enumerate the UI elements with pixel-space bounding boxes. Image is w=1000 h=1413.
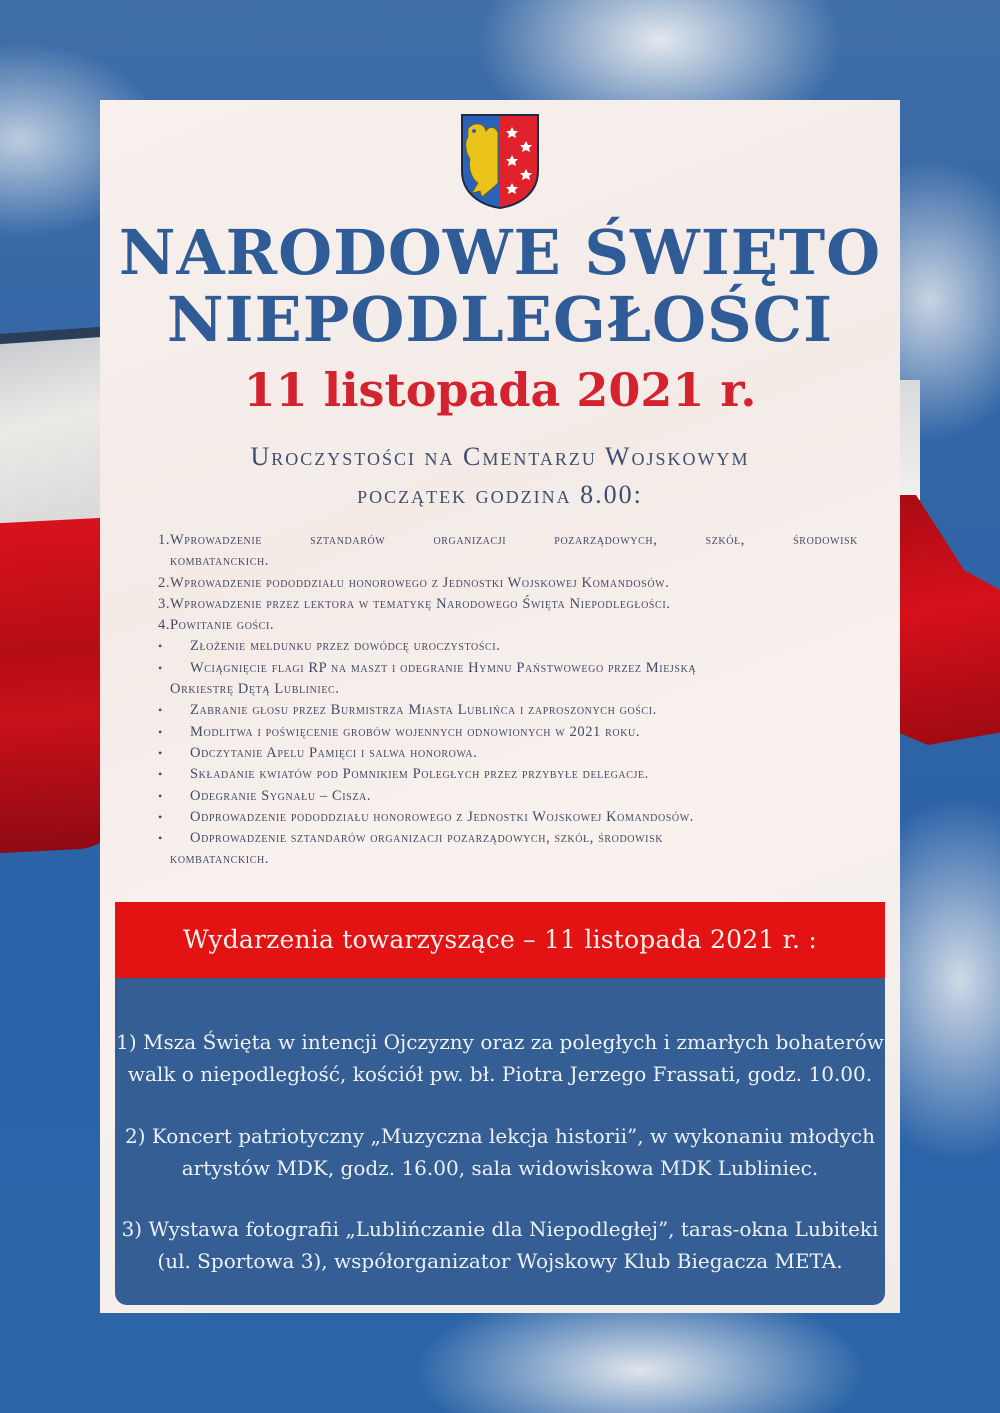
ceremony-program — [158, 530, 858, 871]
bullet-text-continued: Orkiestrę Dętą Lubliniec. — [170, 681, 340, 698]
ceremony-start-time: początek godzina 8.00: — [357, 480, 643, 509]
bullet-icon: • — [158, 788, 163, 803]
item-text: Wprowadzenie sztandarów organizacji pozarządowych, szkół, środowisk — [170, 532, 858, 548]
program-bullet-7 — [158, 786, 858, 807]
bullet-icon: • — [158, 724, 163, 739]
program-bullet-2 — [158, 658, 858, 679]
item-text: Wprowadzenie przez lektora w tematykę Narodowego Święta Niepodległości. — [170, 595, 671, 612]
item-text: Wprowadzenie pododdziału honorowego z Jednostki Wojskowej Komandosów. — [170, 574, 670, 591]
program-bullet-1 — [158, 636, 858, 657]
program-item-2 — [158, 573, 858, 594]
bullet-text: Zabranie głosu przez Burmistrza Miasta Lublińca i zaproszonych gości. — [190, 702, 657, 719]
event-date: 11 listopada 2021 r. — [243, 363, 757, 417]
event-item-1 — [115, 1026, 885, 1090]
bullet-text-continued: kombatanckich. — [170, 851, 270, 868]
bullet-text: Odprowadzenie pododdziału honorowego z Jednostki Wojskowej Komandosów. — [190, 808, 695, 825]
program-item-3 — [158, 594, 858, 615]
event-line: 1) Msza Święta w intencji Ojczyzny oraz za poległych i zmarłych bohaterów — [116, 1030, 884, 1054]
bullet-text: Odczytanie Apelu Pamięci i salwa honorowa. — [190, 744, 478, 761]
program-bullet-4 — [158, 722, 858, 743]
event-item-3 — [115, 1213, 885, 1277]
page-title-line2: NIEPODLEGŁOŚCI — [166, 283, 834, 356]
program-item-1 — [158, 530, 858, 551]
bullet-text: Wciągnięcie flagi RP na maszt i odegranie Hymnu Państwowego przez Miejską — [190, 659, 697, 676]
coat-of-arms-icon — [460, 113, 540, 209]
bullet-text: Modlitwa i poświęcenie grobów wojennych odnowionych w 2021 roku. — [190, 723, 641, 740]
program-bullet-5 — [158, 743, 858, 764]
program-bullet-8 — [158, 807, 858, 828]
event-line: 3) Wystawa fotografii „Lublińczanie dla Niepodległej”, taras-okna Lubiteki — [121, 1217, 879, 1241]
item-number: 2. — [158, 574, 171, 591]
item-number: 1. — [158, 532, 171, 548]
program-item-4 — [158, 615, 858, 636]
item-text: Powitanie gości. — [170, 617, 275, 634]
event-item-2 — [115, 1120, 885, 1184]
bullet-icon: • — [158, 767, 163, 782]
event-line: walk o niepodległość, kościół pw. bł. Piotra Jerzego Frassati, godz. 10.00. — [127, 1062, 873, 1086]
item-text-continued: kombatanckich. — [170, 553, 270, 570]
bullet-text: Składanie kwiatów pod Pomnikiem Poległych przez przybyłe delegacje. — [190, 766, 649, 783]
events-box — [115, 978, 885, 1305]
event-line: (ul. Sportowa 3), współorganizator Wojskowy Klub Biegacza META. — [157, 1249, 843, 1273]
program-bullet-3 — [158, 700, 858, 721]
program-bullet-6 — [158, 764, 858, 785]
bullet-icon: • — [158, 831, 163, 846]
page-title-line1: NARODOWE ŚWIĘTO — [118, 216, 882, 289]
ceremony-location: Uroczystości na Cmentarzu Wojskowym — [250, 442, 750, 471]
bullet-icon: • — [158, 660, 163, 675]
event-line: artystów MDK, godz. 16.00, sala widowiskowa MDK Lubliniec. — [181, 1156, 819, 1180]
program-bullet-9 — [158, 828, 858, 849]
bullet-icon: • — [158, 809, 163, 824]
item-number: 3. — [158, 595, 171, 612]
bullet-text: Odprowadzenie sztandarów organizacji pozarządowych, szkół, środowisk — [190, 830, 664, 847]
item-number: 4. — [158, 617, 171, 634]
bullet-icon: • — [158, 745, 163, 760]
event-line: 2) Koncert patriotyczny „Muzyczna lekcja historii”, w wykonaniu młodych — [124, 1124, 876, 1148]
events-header: Wydarzenia towarzyszące – 11 listopada 2021 r. : — [115, 902, 885, 978]
bullet-icon: • — [158, 639, 163, 654]
bullet-text: Złożenie meldunku przez dowódcę uroczystości. — [190, 638, 501, 655]
bullet-text: Odegranie Sygnału – Cisza. — [190, 787, 372, 804]
bullet-icon: • — [158, 703, 163, 718]
